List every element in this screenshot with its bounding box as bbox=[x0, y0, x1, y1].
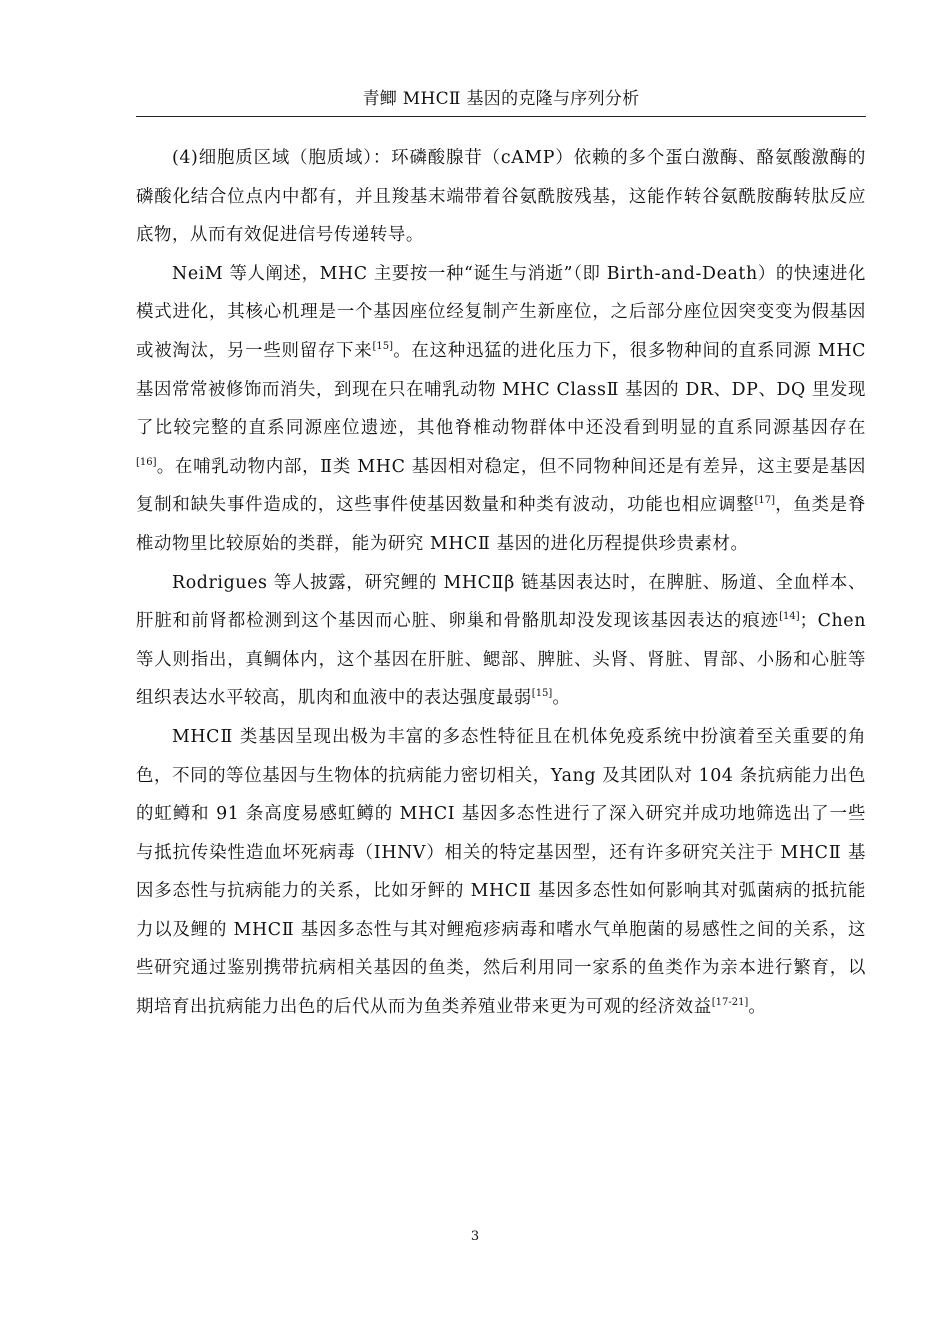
text-run: ，鱼类是脊椎动物里比较原始的类群，能为研究 MHCⅡ 基因的进化历程提供珍贵素材。 bbox=[136, 495, 866, 554]
text-run: ；Chen 等人则指出，真鲷体内，这个基因在肝脏、鳃部、脾脏、头肾、肾脏、胃部、小肠和心脏等组织表达水平较高，肌肉和血液中的表达强度最弱 bbox=[136, 611, 866, 709]
paragraph-gene-expression bbox=[136, 564, 866, 718]
text-run: MHCⅡ 类基因呈现出极为丰富的多态性特征且在机体免疫系统中扮演着至关重要的角色，不同的等位基因与生物体的抗病能力密切相关，Yang 及其团队对 104 条抗病能力出色的虹鳟和 91 条高度易感虹鳟的 MHCI 基因多态性进行了深入研究并成功地筛选出了一些与抵抗传染性造血坏死病毒（IHNV）相关的特定基因型，还有许多研究关注于 MHCⅡ 基因多态性与抗病能力的关系，比如牙鲆的 MHCⅡ 基因多态性如何影响其对弧菌病的抵抗能力以及鲤的 MHCⅡ 基因多态性与其对鲤疱疹病毒和嗜水气单胞菌的易感性之间的关系，这些研究通过鉴别携带抗病相关基因的鱼类，然后利用同一家系的鱼类作为亲本进行繁育，以期培育出抗病能力出色的后代从而为鱼类养殖业带来更为可观的经济效益 bbox=[136, 726, 866, 1018]
body-text bbox=[136, 139, 866, 1027]
text-run: NeiM 等人阐述，MHC 主要按一种“诞生与消逝”（即 Birth-and-Death）的快速进化模式进化，其核心机理是一个基因座位经复制产生新座位，之后部分座位因突变变为假基因或被淘汰，另一些则留存下来 bbox=[136, 263, 866, 361]
citation-ref: [17-21] bbox=[711, 997, 749, 1009]
text-run: 。 bbox=[552, 688, 571, 709]
running-header: 青鲫 MHCⅡ 基因的克隆与序列分析 bbox=[362, 89, 640, 109]
text-run: 。 bbox=[748, 997, 767, 1018]
citation-ref: [14] bbox=[779, 611, 800, 623]
text-run: Rodrigues 等人披露，研究鲤的 MHCⅡβ 链基因表达时，在脾脏、肠道、全血样本、肝脏和前肾都检测到这个基因而心脏、卵巢和骨骼肌却没发现该基因表达的痕迹 bbox=[136, 572, 866, 632]
citation-ref: [15] bbox=[372, 341, 394, 353]
page-number: 3 bbox=[470, 1229, 480, 1244]
text-run: (4)细胞质区域（胞质域）：环磷酸腺苷（cAMP）依赖的多个蛋白激酶、酪氨酸激酶的磷酸化结合位点内中都有，并且羧基末端带着谷氨酰胺残基，这能作转谷氨酰胺酶转肽反应底物，从而有效促进信号传递转导。 bbox=[136, 148, 866, 246]
header-rule bbox=[136, 116, 866, 117]
citation-ref: [15] bbox=[531, 688, 553, 700]
paragraph-cytoplasmic-domain bbox=[136, 139, 866, 255]
paragraph-polymorphism bbox=[136, 718, 866, 1027]
text-run: 。在哺乳动物内部，Ⅱ类 MHC 基因相对稳定，但不同物种间还是有差异，这主要是基因复制和缺失事件造成的，这些事件使基因数量和种类有波动，功能也相应调整 bbox=[136, 456, 866, 516]
paragraph-mhc-evolution bbox=[136, 255, 866, 564]
citation-ref: [17] bbox=[754, 495, 776, 507]
citation-ref: [16] bbox=[136, 456, 157, 468]
text-run: 。在这种迅猛的进化压力下，很多物种间的直系同源 MHC 基因常常被修饰而消失，到现在只在哺乳动物 MHC ClassⅡ 基因的 DR、DP、DQ 里发现了比较完整的直系同源座位遗迹，其他脊椎动物群体中还没看到明显的直系同源基因存在 bbox=[136, 340, 866, 439]
